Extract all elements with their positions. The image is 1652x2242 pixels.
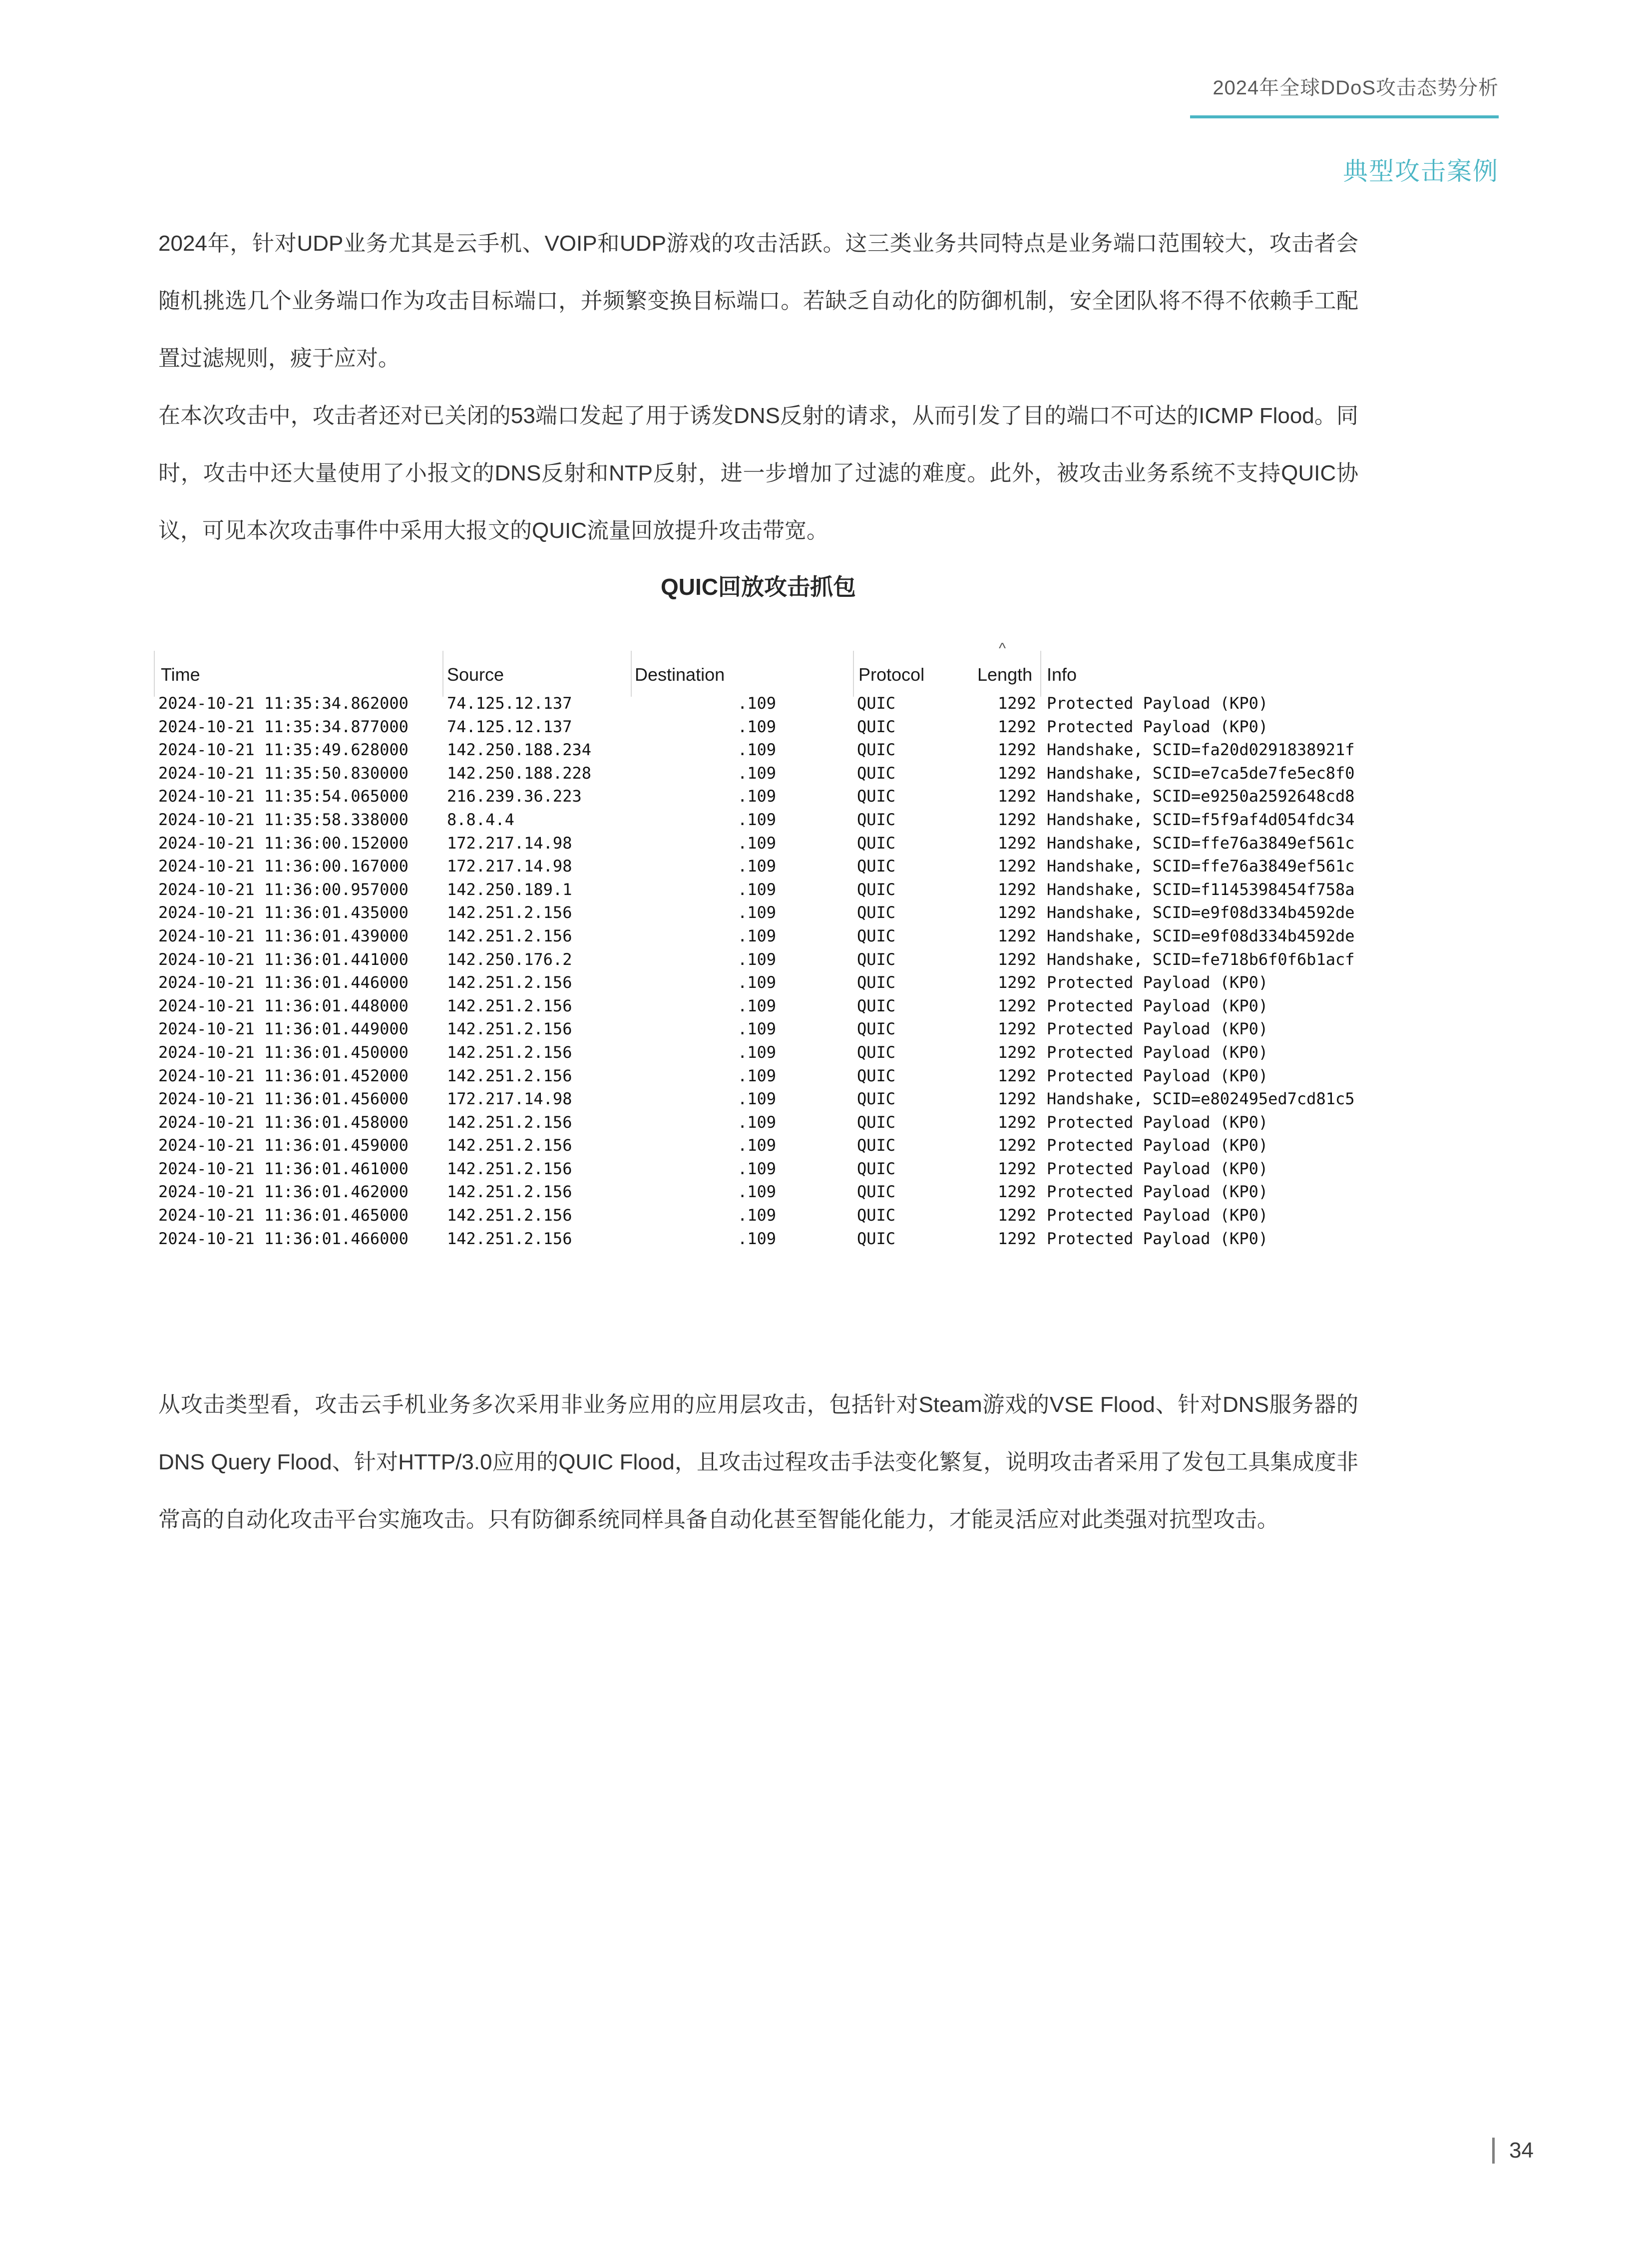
packet-row — [158, 738, 1507, 762]
cell-info: Protected Payload (KP0) — [1047, 996, 1268, 1015]
cell-protocol: QUIC — [857, 717, 896, 736]
cell-info: Handshake, SCID=fa20d0291838921f — [1047, 740, 1355, 760]
page-number-divider — [1492, 2138, 1495, 2164]
cell-length: 1292 — [997, 926, 1036, 945]
cell-destination: .109 — [737, 1136, 776, 1155]
cell-source: 142.251.2.156 — [447, 1159, 572, 1178]
cell-length: 1292 — [997, 833, 1036, 853]
packet-row — [158, 715, 1507, 739]
cell-source: 74.125.12.137 — [447, 717, 572, 736]
page-number: 34 — [1509, 2138, 1534, 2163]
column-header-protocol: Protocol — [858, 664, 925, 685]
cell-time: 2024-10-21 11:36:00.152000 — [158, 833, 409, 853]
cell-protocol: QUIC — [857, 1136, 896, 1155]
column-header-length: Length — [977, 664, 1033, 685]
header-divider — [1190, 115, 1499, 118]
cell-source: 142.251.2.156 — [447, 973, 572, 992]
cell-destination: .109 — [737, 740, 776, 760]
cell-source: 8.8.4.4 — [447, 810, 514, 829]
packet-row — [158, 762, 1507, 785]
packet-row — [158, 1017, 1507, 1041]
packet-row — [158, 1157, 1507, 1181]
packet-table-header — [0, 664, 1652, 694]
cell-source: 142.251.2.156 — [447, 1229, 572, 1248]
cell-info: Handshake, SCID=ffe76a3849ef561c — [1047, 833, 1355, 853]
cell-source: 172.217.14.98 — [447, 1089, 572, 1109]
cell-destination: .109 — [737, 1066, 776, 1085]
cell-destination: .109 — [737, 1089, 776, 1109]
cell-time: 2024-10-21 11:35:34.877000 — [158, 717, 409, 736]
cell-length: 1292 — [997, 810, 1036, 829]
cell-protocol: QUIC — [857, 1089, 896, 1109]
packet-row — [158, 1180, 1507, 1204]
cell-time: 2024-10-21 11:36:01.441000 — [158, 949, 409, 969]
cell-destination: .109 — [737, 880, 776, 899]
cell-info: Handshake, SCID=fe718b6f0f6b1acf — [1047, 949, 1355, 969]
packet-row — [158, 878, 1507, 901]
cell-destination: .109 — [737, 763, 776, 783]
cell-destination: .109 — [737, 1182, 776, 1202]
cell-time: 2024-10-21 11:35:49.628000 — [158, 740, 409, 760]
cell-destination: .109 — [737, 903, 776, 922]
paragraph-attack-types: 从攻击类型看，攻击云手机业务多次采用非业务应用的应用层攻击，包括针对Steam游戏的VSE Flood、针对DNS服务器的DNS Query Flood、针对HTTP/3.0应用的QUIC Flood，且攻击过程攻击手法变化繁复，说明攻击者采用了发包工具集成度非常高的自动化攻击平台实施攻击。只有防御系统同样具备自动化甚至智能化能力，才能灵活应对此类强对抗型攻击。 — [158, 1392, 1358, 1532]
cell-length: 1292 — [997, 949, 1036, 969]
packet-row — [158, 1041, 1507, 1064]
cell-time: 2024-10-21 11:36:01.461000 — [158, 1159, 409, 1178]
cell-protocol: QUIC — [857, 740, 896, 760]
cell-time: 2024-10-21 11:36:01.462000 — [158, 1182, 409, 1202]
packet-row — [158, 1111, 1507, 1134]
cell-source: 172.217.14.98 — [447, 857, 572, 876]
cell-protocol: QUIC — [857, 926, 896, 945]
cell-length: 1292 — [997, 787, 1036, 806]
column-header-destination: Destination — [635, 664, 725, 685]
cell-time: 2024-10-21 11:36:01.446000 — [158, 973, 409, 992]
cell-destination: .109 — [737, 1159, 776, 1178]
cell-protocol: QUIC — [857, 1042, 896, 1062]
cell-source: 142.251.2.156 — [447, 1019, 572, 1039]
cell-info: Handshake, SCID=e7ca5de7fe5ec8f0 — [1047, 763, 1355, 783]
packet-row — [158, 924, 1507, 948]
cell-protocol: QUIC — [857, 903, 896, 922]
cell-protocol: QUIC — [857, 949, 896, 969]
cell-time: 2024-10-21 11:36:00.167000 — [158, 857, 409, 876]
cell-info: Handshake, SCID=e9250a2592648cd8 — [1047, 787, 1355, 806]
cell-length: 1292 — [997, 1206, 1036, 1225]
cell-length: 1292 — [997, 1089, 1036, 1109]
cell-destination: .109 — [737, 949, 776, 969]
cell-time: 2024-10-21 11:35:54.065000 — [158, 787, 409, 806]
cell-source: 142.251.2.156 — [447, 1042, 572, 1062]
cell-info: Handshake, SCID=ffe76a3849ef561c — [1047, 857, 1355, 876]
packet-row — [158, 832, 1507, 855]
cell-length: 1292 — [997, 857, 1036, 876]
cell-length: 1292 — [997, 1182, 1036, 1202]
cell-info: Protected Payload (KP0) — [1047, 1112, 1268, 1132]
cell-length: 1292 — [997, 903, 1036, 922]
cell-source: 172.217.14.98 — [447, 833, 572, 853]
cell-protocol: QUIC — [857, 1112, 896, 1132]
report-title: 2024年全球DDoS攻击态势分析 — [1213, 77, 1499, 99]
sort-indicator-icon: ^ — [999, 640, 1006, 657]
cell-source: 142.251.2.156 — [447, 1206, 572, 1225]
paragraph-udp-attacks: 2024年，针对UDP业务尤其是云手机、VOIP和UDP游戏的攻击活跃。这三类业务共同特点是业务端口范围较大，攻击者会随机挑选几个业务端口作为攻击目标端口，并频繁变换目标端口。若缺乏自动化的防御机制，安全团队将不得不依赖手工配置过滤规则，疲于应对。 — [158, 231, 1358, 371]
cell-destination: .109 — [737, 857, 776, 876]
cell-length: 1292 — [997, 880, 1036, 899]
cell-source: 142.250.188.228 — [447, 763, 591, 783]
cell-source: 142.251.2.156 — [447, 996, 572, 1015]
cell-length: 1292 — [997, 717, 1036, 736]
cell-time: 2024-10-21 11:36:01.450000 — [158, 1042, 409, 1062]
cell-length: 1292 — [997, 1159, 1036, 1178]
cell-length: 1292 — [997, 1229, 1036, 1248]
cell-destination: .109 — [737, 1112, 776, 1132]
cell-source: 142.251.2.156 — [447, 1182, 572, 1202]
cell-time: 2024-10-21 11:36:01.439000 — [158, 926, 409, 945]
paragraph-dns-reflection: 在本次攻击中，攻击者还对已关闭的53端口发起了用于诱发DNS反射的请求，从而引发了目的端口不可达的ICMP Flood。同时，攻击中还大量使用了小报文的DNS反射和NTP反射，进一步增加了过滤的难度。此外，被攻击业务系统不支持QUIC协议，可见本次攻击事件中采用大报文的QUIC流量回放提升攻击带宽。 — [158, 404, 1358, 543]
cell-time: 2024-10-21 11:35:50.830000 — [158, 763, 409, 783]
cell-time: 2024-10-21 11:36:01.448000 — [158, 996, 409, 1015]
cell-time: 2024-10-21 11:36:01.459000 — [158, 1136, 409, 1155]
cell-source: 142.251.2.156 — [447, 1136, 572, 1155]
cell-destination: .109 — [737, 787, 776, 806]
cell-protocol: QUIC — [857, 1159, 896, 1178]
cell-protocol: QUIC — [857, 1182, 896, 1202]
cell-info: Protected Payload (KP0) — [1047, 1042, 1268, 1062]
cell-length: 1292 — [997, 1136, 1036, 1155]
cell-destination: .109 — [737, 1206, 776, 1225]
cell-destination: .109 — [737, 1019, 776, 1039]
column-header-info: Info — [1047, 664, 1077, 685]
cell-info: Protected Payload (KP0) — [1047, 1182, 1268, 1202]
cell-info: Protected Payload (KP0) — [1047, 1206, 1268, 1225]
cell-info: Handshake, SCID=f5f9af4d054fdc34 — [1047, 810, 1355, 829]
cell-destination: .109 — [737, 973, 776, 992]
capture-title: QUIC回放攻击抓包 — [661, 574, 856, 600]
packet-rows — [158, 692, 1507, 1250]
cell-length: 1292 — [997, 740, 1036, 760]
cell-protocol: QUIC — [857, 787, 896, 806]
packet-row — [158, 1204, 1507, 1227]
cell-length: 1292 — [997, 1112, 1036, 1132]
cell-time: 2024-10-21 11:36:01.458000 — [158, 1112, 409, 1132]
column-header-time: Time — [161, 664, 200, 685]
cell-info: Handshake, SCID=e802495ed7cd81c5 — [1047, 1089, 1355, 1109]
cell-protocol: QUIC — [857, 880, 896, 899]
cell-source: 216.239.36.223 — [447, 787, 582, 806]
cell-info: Handshake, SCID=f1145398454f758a — [1047, 880, 1355, 899]
packet-row — [158, 1087, 1507, 1111]
cell-destination: .109 — [737, 996, 776, 1015]
cell-time: 2024-10-21 11:36:01.466000 — [158, 1229, 409, 1248]
packet-row — [158, 1227, 1507, 1251]
cell-time: 2024-10-21 11:36:00.957000 — [158, 880, 409, 899]
cell-time: 2024-10-21 11:36:01.452000 — [158, 1066, 409, 1085]
cell-info: Protected Payload (KP0) — [1047, 1136, 1268, 1155]
cell-source: 142.250.189.1 — [447, 880, 572, 899]
packet-row — [158, 1064, 1507, 1088]
cell-source: 74.125.12.137 — [447, 694, 572, 713]
cell-length: 1292 — [997, 694, 1036, 713]
cell-source: 142.251.2.156 — [447, 1066, 572, 1085]
packet-row — [158, 994, 1507, 1018]
cell-protocol: QUIC — [857, 857, 896, 876]
cell-destination: .109 — [737, 717, 776, 736]
cell-protocol: QUIC — [857, 1019, 896, 1039]
cell-destination: .109 — [737, 810, 776, 829]
packet-row — [158, 948, 1507, 971]
cell-info: Protected Payload (KP0) — [1047, 694, 1268, 713]
cell-length: 1292 — [997, 763, 1036, 783]
column-header-source: Source — [447, 664, 504, 685]
packet-row — [158, 692, 1507, 715]
cell-destination: .109 — [737, 833, 776, 853]
cell-length: 1292 — [997, 1066, 1036, 1085]
cell-destination: .109 — [737, 694, 776, 713]
cell-time: 2024-10-21 11:35:34.862000 — [158, 694, 409, 713]
cell-info: Protected Payload (KP0) — [1047, 1019, 1268, 1039]
cell-info: Protected Payload (KP0) — [1047, 1229, 1268, 1248]
cell-time: 2024-10-21 11:36:01.449000 — [158, 1019, 409, 1039]
cell-info: Handshake, SCID=e9f08d334b4592de — [1047, 903, 1355, 922]
cell-time: 2024-10-21 11:36:01.456000 — [158, 1089, 409, 1109]
packet-row — [158, 855, 1507, 878]
cell-time: 2024-10-21 11:36:01.435000 — [158, 903, 409, 922]
packet-row — [158, 1134, 1507, 1157]
cell-source: 142.250.176.2 — [447, 949, 572, 969]
cell-info: Protected Payload (KP0) — [1047, 1159, 1268, 1178]
cell-length: 1292 — [997, 1019, 1036, 1039]
section-subtitle: 典型攻击案例 — [1343, 157, 1499, 185]
cell-info: Protected Payload (KP0) — [1047, 973, 1268, 992]
cell-length: 1292 — [997, 996, 1036, 1015]
cell-protocol: QUIC — [857, 763, 896, 783]
cell-destination: .109 — [737, 1229, 776, 1248]
packet-row — [158, 785, 1507, 808]
cell-destination: .109 — [737, 1042, 776, 1062]
cell-source: 142.251.2.156 — [447, 903, 572, 922]
cell-source: 142.251.2.156 — [447, 926, 572, 945]
cell-protocol: QUIC — [857, 1206, 896, 1225]
packet-row — [158, 808, 1507, 832]
cell-info: Protected Payload (KP0) — [1047, 1066, 1268, 1085]
cell-protocol: QUIC — [857, 973, 896, 992]
cell-protocol: QUIC — [857, 810, 896, 829]
cell-info: Handshake, SCID=e9f08d334b4592de — [1047, 926, 1355, 945]
cell-protocol: QUIC — [857, 833, 896, 853]
cell-protocol: QUIC — [857, 1066, 896, 1085]
cell-length: 1292 — [997, 973, 1036, 992]
cell-length: 1292 — [997, 1042, 1036, 1062]
cell-time: 2024-10-21 11:35:58.338000 — [158, 810, 409, 829]
cell-source: 142.250.188.234 — [447, 740, 591, 760]
cell-protocol: QUIC — [857, 1229, 896, 1248]
cell-time: 2024-10-21 11:36:01.465000 — [158, 1206, 409, 1225]
packet-row — [158, 901, 1507, 924]
cell-source: 142.251.2.156 — [447, 1112, 572, 1132]
cell-info: Protected Payload (KP0) — [1047, 717, 1268, 736]
cell-protocol: QUIC — [857, 694, 896, 713]
cell-destination: .109 — [737, 926, 776, 945]
packet-row — [158, 971, 1507, 994]
cell-protocol: QUIC — [857, 996, 896, 1015]
